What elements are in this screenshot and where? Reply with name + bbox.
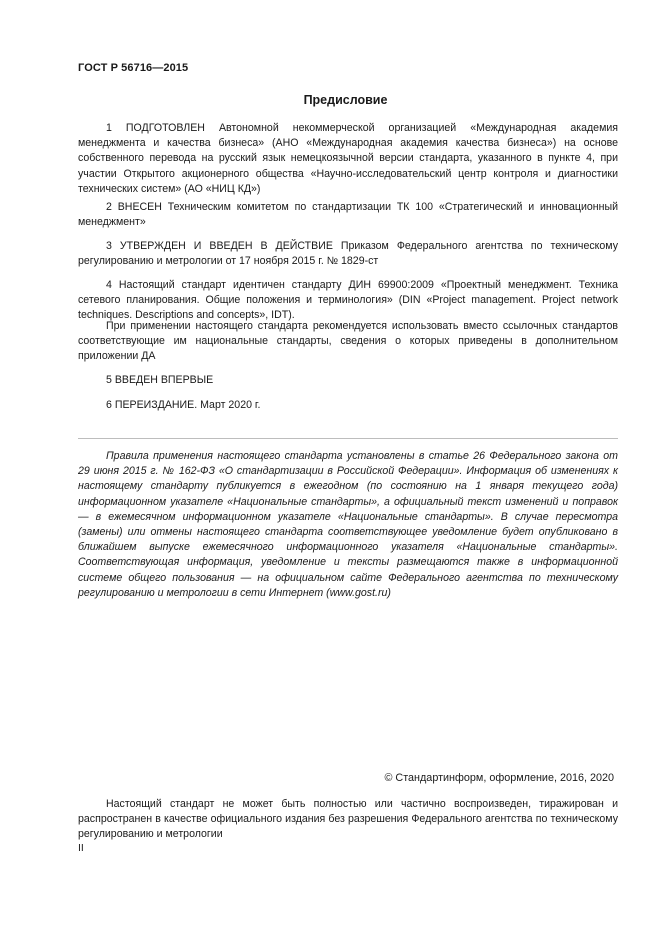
section-divider xyxy=(78,438,618,439)
foreword-item-3-text: 3 УТВЕРЖДЕН И ВВЕДЕН В ДЕЙСТВИЕ Приказом Федерального агентства по техническому регулированию и метрологии от 17 ноября 2015 г. № 1829-ст xyxy=(78,240,618,268)
foreword-item-4-text: 4 Настоящий стандарт идентичен стандарту ДИН 69900:2009 «Проектный менеджмент. Техника сетевого планирования. Общие положения и терминология» (DIN «Project management. Project network techniques. Descriptions and concepts», IDT). xyxy=(78,279,618,322)
rules-notice xyxy=(78,449,618,601)
page-title: Предисловие xyxy=(303,93,388,107)
foreword-item-4 xyxy=(78,278,618,324)
foreword-item-4-note xyxy=(78,319,618,365)
foreword-item-1-text: 1 ПОДГОТОВЛЕН Автономной некоммерческой организацией «Международная академия менеджмента и качества бизнеса» (АНО «Международная академия качества бизнеса») на основе собственного перевода на русский язык немецкоязычной версии стандарта, указанного в пункте 4, при участии Открытого акционерного общества «Научно-исследовательский центр контроля и диагностики технических систем» (АО «НИЦ КД») xyxy=(78,122,618,195)
foreword-item-2 xyxy=(78,200,618,230)
reproduction-notice-text: Настоящий стандарт не может быть полностью или частично воспроизведен, тиражирован и распространен в качестве официального издания без разрешения Федерального агентства по техническому регулированию и метрологии xyxy=(78,798,618,841)
foreword-item-5-text: 5 ВВЕДЕН ВПЕРВЫЕ xyxy=(106,374,214,386)
foreword-item-6 xyxy=(78,398,618,413)
page-number: II xyxy=(78,842,84,854)
foreword-item-6-text: 6 ПЕРЕИЗДАНИЕ. Март 2020 г. xyxy=(106,399,261,411)
foreword-item-3 xyxy=(78,239,618,269)
foreword-item-5 xyxy=(78,373,618,388)
foreword-item-1 xyxy=(78,121,618,197)
foreword-item-2-text: 2 ВНЕСЕН Техническим комитетом по стандартизации ТК 100 «Стратегический и инновационный менеджмент» xyxy=(78,201,618,229)
reproduction-notice xyxy=(78,797,618,843)
document-code: ГОСТ Р 56716—2015 xyxy=(78,62,189,74)
rules-notice-text: Правила применения настоящего стандарта установлены в статье 26 Федерального закона от 29 июня 2015 г. № 162-ФЗ «О стандартизации в Российской Федерации». Информация об изменениях к настоящему стандарту публикуется в ежегодном (по состоянию на 1 января текущего года) информационном указателе «Национальные стандарты», а официальный текст изменений и поправок — в ежемесячном информационном указателе «Национальные стандарты». В случае пересмотра (замены) или отмены настоящего стандарта соответствующее уведомление будет опубликовано в ближайшем выпуске ежемесячного информационного указателя «Национальные стандарты». Соответствующая информация, уведомление и тексты размещаются также в информационной системе общего пользования — на официальном сайте Федерального агентства по техническому регулированию и метрологии в сети Интернет (www.gost.ru) xyxy=(78,450,618,599)
copyright-line: © Стандартинформ, оформление, 2016, 2020 xyxy=(384,772,614,784)
foreword-item-4-note-text: При применении настоящего стандарта рекомендуется использовать вместо ссылочных стандартов соответствующие им национальные стандарты, сведения о которых приведены в дополнительном приложении ДА xyxy=(78,320,618,363)
